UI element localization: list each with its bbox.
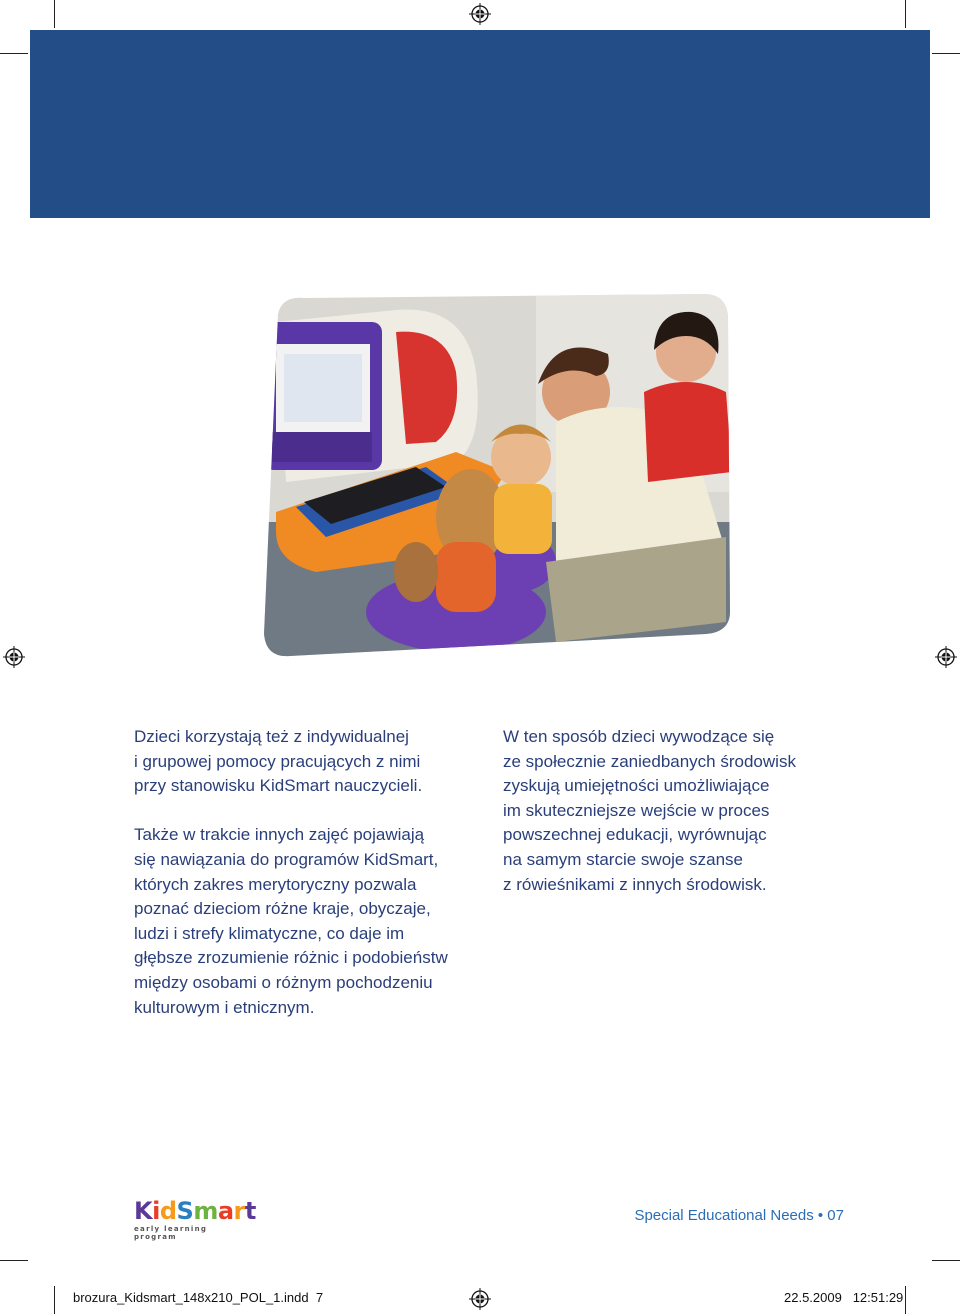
logo-letter: i — [152, 1197, 160, 1225]
logo-letter: t — [244, 1197, 256, 1225]
registration-mark-left — [3, 646, 25, 668]
logo-letter: m — [193, 1197, 218, 1225]
paragraph: Dzieci korzystają też z indywidualnej i grupowej pomocy pracujących z nimi przy stanowisku KidSmart nauczycieli. — [134, 727, 423, 796]
slug-timestamp — [784, 1290, 903, 1305]
header-band — [30, 30, 930, 218]
crop-mark-top-left-vertical — [54, 0, 55, 28]
section-label: Special Educational Needs • 07 — [634, 1207, 844, 1224]
crop-mark-bottom-left-horizontal — [0, 1260, 28, 1261]
paragraph: W ten sposób dzieci wywodzące się ze społecznie zaniedbanych środowisk zyskują umiejętności umożliwiające im skuteczniejsze wejście w proces powszechnej edukacji, wyrównując na samym starcie swoje szanse z rówieśnikami z innych środowisk. — [503, 727, 796, 894]
registration-mark-bottom — [469, 1288, 491, 1310]
kidsmart-logo — [134, 1197, 256, 1241]
logo-letter: K — [134, 1197, 153, 1225]
logo-letter: S — [176, 1197, 194, 1225]
logo-letter: d — [159, 1197, 177, 1225]
slug-date: 22.5.2009 — [784, 1290, 842, 1305]
classroom-photo — [256, 292, 732, 658]
slug-page: 7 — [315, 1290, 324, 1305]
registration-mark-right — [935, 646, 957, 668]
logo-tagline: early learning program — [134, 1225, 208, 1241]
paragraph: Także w trakcie innych zajęć pojawiają się nawiązania do programów KidSmart, których zakres merytoryczny pozwala poznać dzieciom różne kraje, obyczaje, ludzi i strefy klimatyczne, co daje im głębsze zrozumienie różnic i podobieństw między osobami o różnym pochodzeniu kulturowym i etnicznym. — [134, 825, 448, 1017]
body-column-left — [134, 725, 479, 1020]
slug-time: 12:51:29 — [852, 1290, 904, 1305]
crop-mark-top-right-horizontal — [932, 53, 960, 54]
logo-wordmark — [134, 1197, 256, 1225]
crop-mark-bottom-left-vertical — [54, 1286, 55, 1314]
slug-filename — [73, 1290, 323, 1305]
slug-filename-text: brozura_Kidsmart_148x210_POL_1.indd — [73, 1290, 309, 1305]
logo-letter: r — [233, 1197, 245, 1225]
crop-mark-top-right-vertical — [905, 0, 906, 28]
crop-mark-bottom-right-vertical — [905, 1286, 906, 1314]
registration-mark-top — [469, 3, 491, 25]
crop-mark-bottom-right-horizontal — [932, 1260, 960, 1261]
crop-mark-top-left-horizontal — [0, 53, 28, 54]
body-column-right — [503, 725, 843, 897]
logo-letter: a — [217, 1197, 234, 1225]
